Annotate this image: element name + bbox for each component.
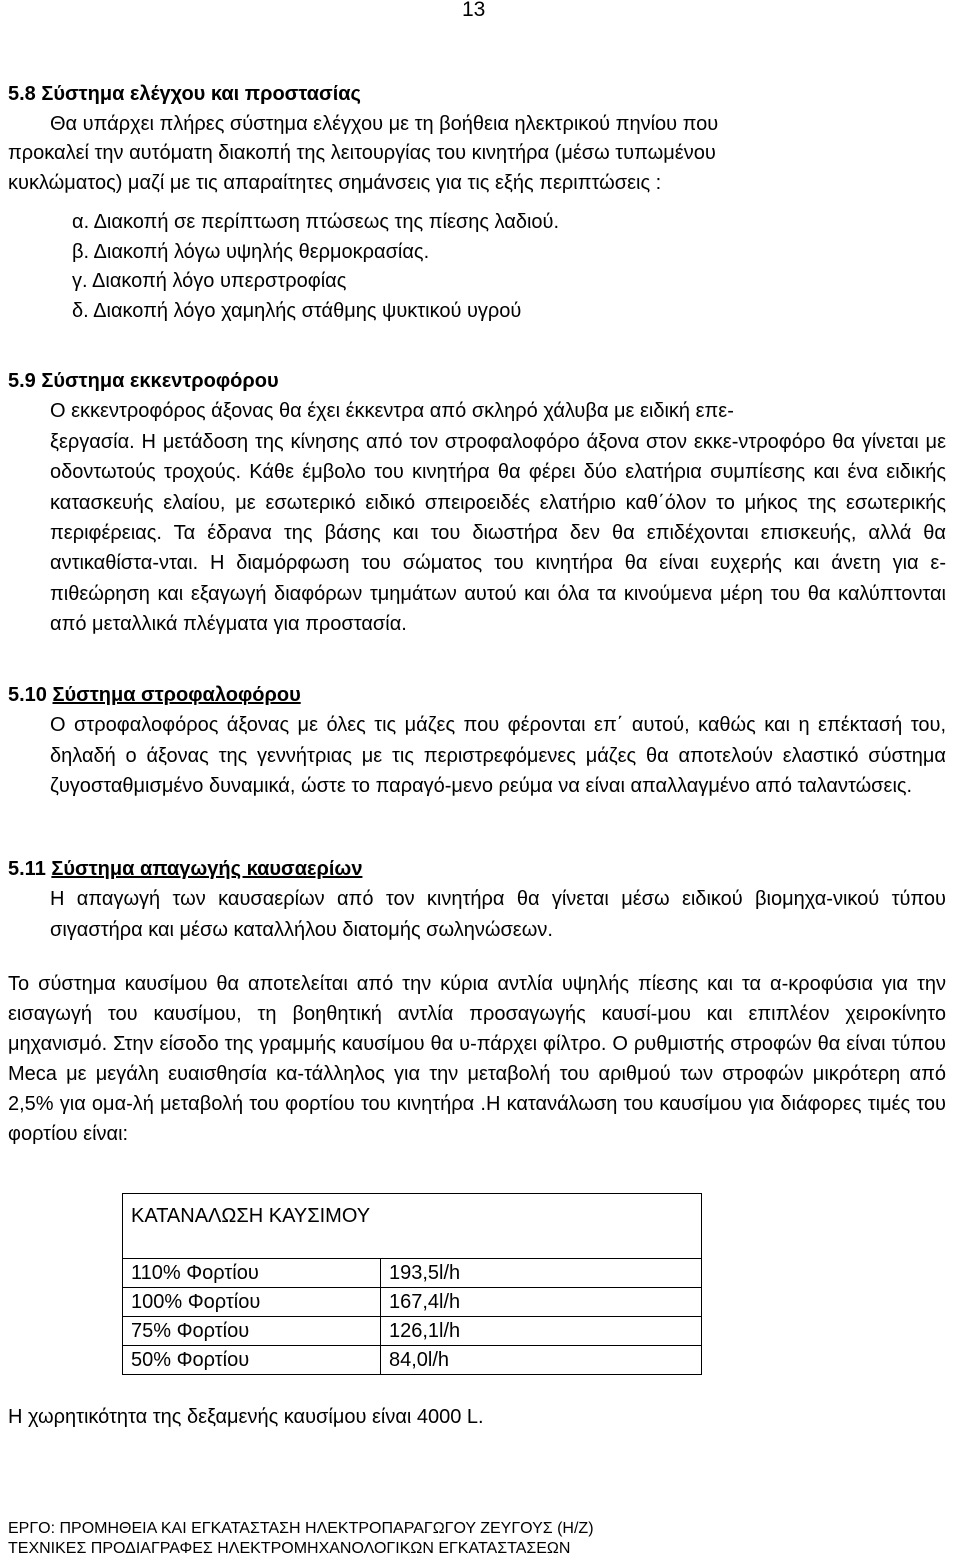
list-item: γ. Διακοπή λόγο υπερστροφίας <box>72 270 347 293</box>
table-cell-load: 110% Φορτίου <box>123 1259 381 1288</box>
section-5-8 <box>8 80 946 326</box>
section-5-10-body: Ο στροφαλοφόρος άξονας με όλες τις μάζες που φέρονται επ΄ αυτού, καθώς και η επέκτασή του, δηλαδή ο άξονας της γεννήτριας με τις περιστρεφόμενες μάζες θα αποτελούν ελαστικό σύστημα ζυγοσταθμισμένο δυναμικά, ώστε το παραγό-μενο ρεύμα να είναι απαλλαγμένο από ταλαντώσεις. <box>50 714 946 798</box>
table-header-row <box>123 1194 702 1259</box>
table-title: ΚΑΤΑΝΑΛΩΣΗ ΚΑΥΣΙΜΟΥ <box>123 1194 702 1259</box>
table-cell-load: 50% Φορτίου <box>123 1346 381 1375</box>
section-5-10-number: 5.10 <box>8 684 47 706</box>
section-5-8-line-2: προκαλεί την αυτόματη διακοπή της λειτουργίας του κινητήρα (μέσω τυπωμένου <box>8 142 716 165</box>
fuel-system-paragraph: Το σύστημα καυσίμου θα αποτελείται από την κύρια αντλία υψηλής πίεσης και τα α-κροφύσια για την εισαγωγή του καυσίμου, τη βοηθητική αντλία προσαγωγής καυσί-μου και επιπλέον χειροκίνητο μηχανισμό. Στην είσοδο της γραμμής καυσίμου θα υ-πάρχει φίλτρο. Ο ρυθμιστής στροφών θα είναι τύπου Μeca με μεγάλη ευαισθησία κα-τάλληλος για την μεταβολή του αριθμού των στροφών μικρότερη από 2,5% για ομα-λή μεταβολή του φορτίου του κινητήρα .Η κατανάλωση του καυσίμου για διάφορες τιμές του φορτίου είναι: <box>8 973 946 1145</box>
section-5-10-heading <box>8 680 946 710</box>
section-5-11-number: 5.11 <box>8 858 46 880</box>
section-5-8-line-1: Θα υπάρχει πλήρες σύστημα ελέγχου με τη βοήθεια ηλεκτρικού πηνίου που <box>50 112 719 135</box>
table-cell-value: 193,5l/h <box>381 1259 702 1288</box>
list-item: δ. Διακοπή λόγο χαμηλής στάθμης ψυκτικού υγρού <box>72 299 522 322</box>
section-5-11 <box>8 854 946 945</box>
table-cell-value: 126,1l/h <box>381 1317 702 1346</box>
table-row <box>123 1288 702 1317</box>
section-5-9-heading: 5.9 Σύστημα εκκεντροφόρου <box>8 370 279 392</box>
section-5-9 <box>8 366 946 640</box>
section-5-11-heading <box>8 854 946 884</box>
table-cell-value: 84,0l/h <box>381 1346 702 1375</box>
section-5-11-title: Σύστημα απαγωγής καυσαερίων <box>51 858 363 880</box>
page-number: 13 <box>462 0 486 21</box>
tank-capacity-line: Η χωρητικότητα της δεξαμενής καυσίμου είναι 4000 L. <box>8 1406 484 1428</box>
table-cell-load: 75% Φορτίου <box>123 1317 381 1346</box>
list-item: α. Διακοπή σε περίπτωση πτώσεως της πίεσης λαδιού. <box>72 211 560 234</box>
section-5-8-line-3: κυκλώματος) μαζί με τις απαραίτητες σημάνσεις για τις εξής περιπτώσεις : <box>8 171 662 194</box>
section-5-11-body: Η απαγωγή των καυσαερίων από τον κινητήρα θα γίνεται μέσω ειδικού βιομηχα-νικού τύπου σιγαστήρα και μέσω καταλλήλου διατομής σωληνώσεων. <box>50 888 946 941</box>
fuel-consumption-table <box>122 1193 702 1375</box>
table-row <box>123 1346 702 1375</box>
table-cell-load: 100% Φορτίου <box>123 1288 381 1317</box>
footer-spec-line: ΤΕΧΝΙΚΕΣ ΠΡΟΔΙΑΓΡΑΦΕΣ ΗΛΕΚΤΡΟΜΗΧΑΝΟΛΟΓΙΚΩΝ ΕΓΚΑΤΑΣΤΑΣΕΩΝ <box>8 1540 571 1557</box>
section-5-10-title: Σύστημα στροφαλοφόρου <box>52 684 301 706</box>
list-item: β. Διακοπή λόγω υψηλής θερμοκρασίας. <box>72 240 430 263</box>
footer-project-line: ΕΡΓΟ: ΠΡΟΜΗΘΕΙΑ ΚΑΙ ΕΓΚΑΤΑΣΤΑΣΗ ΗΛΕΚΤΡΟΠΑΡΑΓΩΓΟΥ ΖΕΥΓΟΥΣ (Η/Ζ) <box>8 1520 594 1537</box>
table-cell-value: 167,4l/h <box>381 1288 702 1317</box>
section-5-8-heading: 5.8 Σύστημα ελέγχου και προστασίας <box>8 83 361 105</box>
section-5-8-list <box>72 208 946 326</box>
table-row <box>123 1259 702 1288</box>
section-5-9-first-line: Ο εκκεντροφόρος άξονας θα έχει έκκεντρα από σκληρό χάλυβα με ειδική επε- <box>50 400 734 423</box>
section-5-10 <box>8 680 946 802</box>
section-5-9-body: ξεργασία. Η μετάδοση της κίνησης από τον στροφαλοφόρο άξονα στον εκκε-ντροφόρο θα γίνεται με οδοντωτούς τροχούς. Κάθε έμβολο του κινητήρα θα φέρει δύο ελατήρια συμπίεσης και ένα ειδικής κατασκευής ελαίου, με εσωτερικό ειδικό σπειροειδές ελατήριο καθ΄όλον το μήκος της εσωτερικής περιφέρειας. Τα έδρανα της βάσης και του διωστήρα δεν θα επιδέχονται επισκευής, αλλά θα αντικαθίστα-νται. Η διαμόρφωση του σώματος του κινητήρα θα είναι ευχερής και άνετη για ε-πιθεώρηση και εξαγωγή διαφόρων τμημάτων αυτού και όλα τα κινούμενα μέρη του θα καλύπτονται από μεταλλικά πλέγματα για προστασία. <box>50 430 946 636</box>
table-row <box>123 1317 702 1346</box>
